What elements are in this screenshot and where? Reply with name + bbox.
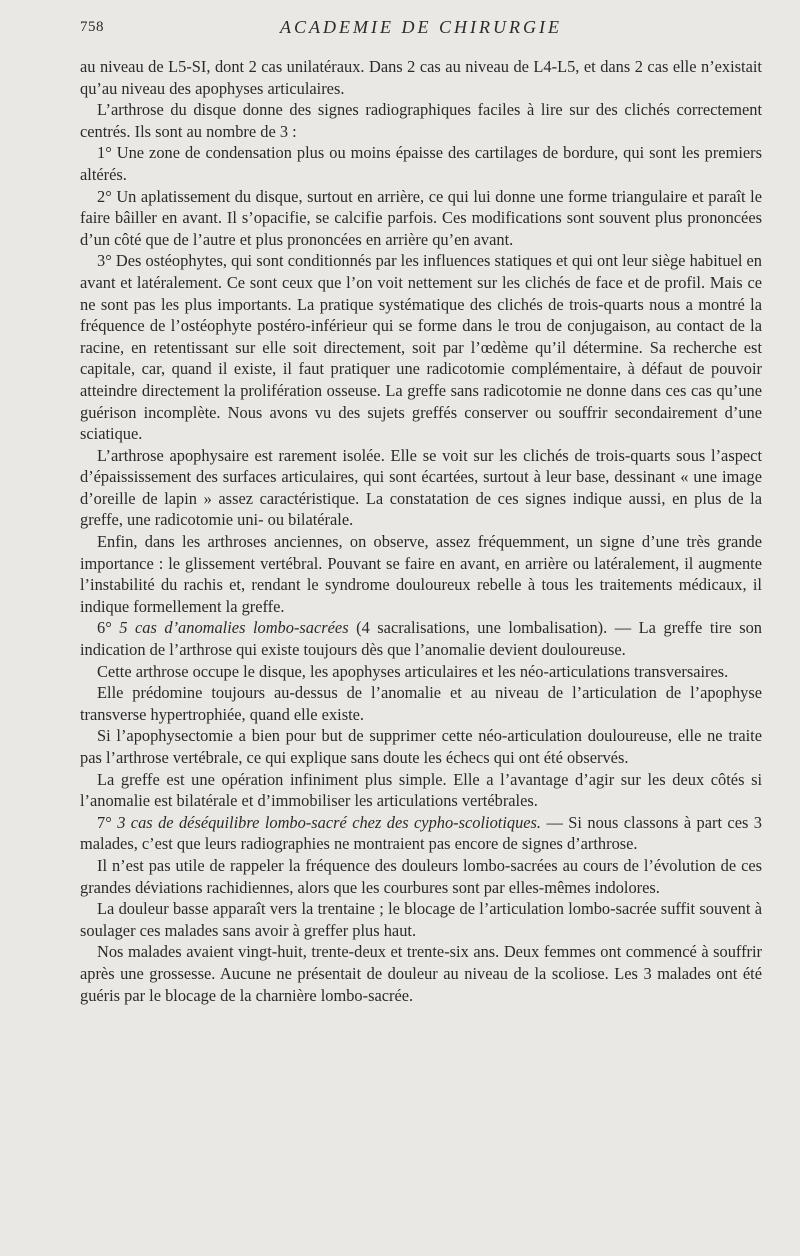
paragraph: 2° Un aplatissement du disque, surtout en arrière, ce qui lui donne une forme triangulaire et paraît le faire bâiller en avant. Il s’opacifie, se calcifie parfois. Ces modifications sont souvent plus prononcées d’un côté que de l’autre et plus prononcées en arrière qu’en avant. (80, 186, 762, 249)
paragraph: 1° Une zone de condensation plus ou moins épaisse des cartilages de bordure, qui sont les premiers altérés. (80, 143, 762, 184)
paragraph: au niveau de L5-SI, dont 2 cas unilatéraux. Dans 2 cas au niveau de L4-L5, et dans 2 cas elle n’existait qu’au niveau des apophyses articulaires. (80, 57, 762, 98)
paragraph: La douleur basse apparaît vers la trentaine ; le blocage de l’articulation lombo-sacrée suffit souvent à soulager ces malades sans avoir à greffer plus haut. (80, 899, 762, 940)
paragraph: 3° Des ostéophytes, qui sont conditionnés par les influences statiques et qui ont leur siège habituel en avant et latéralement. Ce sont ceux que l’on voit nettement sur les clichés de face et de profil. Mais ce ne sont pas les plus importants. La pratique systématique des clichés de trois-quarts nous a montré la fréquence de l’ostéophyte postéro-inférieur qui se forme dans le trou de conjugaison, au contact de la racine, en retentissant sur elle soit directement, soit par l’œdème qu’il détermine. Sa recherche est capitale, car, quand il existe, il faut pratiquer une radicotomie complémentaire, à défaut de pouvoir atteindre directement la prolifération osseuse. La greffe sans radicotomie ne donne dans ces cas qu’une guérison incomplète. Nous avons vu des sujets greffés conserver ou souffrir secondairement d’une sciatique. (80, 251, 762, 444)
paragraph: La greffe est une opération infiniment plus simple. Elle a l’avantage d’agir sur les deux côtés si l’anomalie est bilatérale et d’immobiliser les articulations vertébrales. (80, 769, 762, 811)
page-header (80, 0, 762, 44)
paragraph: Il n’est pas utile de rappeler la fréquence des douleurs lombo-sacrées au cours de l’évolution de ces grandes déviations rachidiennes, alors que les courbures sont par elles-mêmes indolores. (80, 855, 762, 897)
paragraph: Enfin, dans les arthroses anciennes, on observe, assez fréquemment, un signe d’une très grande importance : le glissement vertébral. Pouvant se faire en avant, en arrière ou latéralement, il augmente l’instabilité du rachis et, rendant le syndrome douloureux rebelle à tous les traitements médicaux, il indique formellement la greffe. (80, 532, 762, 616)
paragraph (80, 812, 762, 855)
paragraph: Cette arthrose occupe le disque, les apophyses articulaires et les néo-articulations transversaires. (97, 661, 729, 681)
list-number: 7° (97, 812, 118, 832)
page-number: 758 (80, 19, 104, 35)
list-number: 6° (97, 618, 120, 638)
paragraph: Nos malades avaient vingt-huit, trente-deux et trente-six ans. Deux femmes ont commencé à souffrir après une grossesse. Aucune ne présentait de douleur au niveau de la scoliose. Les 3 malades ont été guéris par le blocage de la charnière lombo-sacrée. (80, 942, 762, 1005)
section-heading: 3 cas de déséquilibre lombo-sacré chez des cypho-scoliotiques. (117, 812, 542, 832)
running-title: ACADEMIE DE CHIRURGIE (280, 17, 562, 37)
body-text (80, 56, 762, 1006)
paragraph: L’arthrose apophysaire est rarement isolée. Elle se voit sur les clichés de trois-quarts sous l’aspect d’épaississement des surfaces articulaires, qui sont écartées, surtout à leur base, dessinant « une image d’oreille de lapin » assez caractéristique. La constatation de ces signes indique aussi, en plus de la greffe, une radicotomie uni- ou bilatérale. (80, 445, 762, 530)
section-heading: 5 cas d’anomalies lombo-sacrées (119, 618, 349, 638)
paragraph: L’arthrose du disque donne des signes radiographiques faciles à lire sur des clichés correctement centrés. Ils sont au nombre de 3 : (80, 100, 762, 141)
paragraph: Elle prédomine toujours au-dessus de l’anomalie et au niveau de l’articulation de l’apophyse transverse hypertrophiée, quand elle existe. (80, 683, 762, 724)
paragraph-text: — Si nous classons à part ces 3 malades, c’est que leurs radiographies ne montraient pas encore de signes d’arthrose. (80, 812, 762, 854)
paragraph (80, 617, 762, 660)
paragraph-text: (4 sacralisations, une lombalisation). — La greffe tire son indication de l’arthrose qui existe toujours dès que l’anomalie devient douloureuse. (80, 618, 762, 660)
paragraph: Si l’apophysectomie a bien pour but de supprimer cette néo-articulation douloureuse, elle ne traite pas l’arthrose vertébrale, ce qui explique sans doute les échecs qui ont été observés. (80, 726, 762, 767)
